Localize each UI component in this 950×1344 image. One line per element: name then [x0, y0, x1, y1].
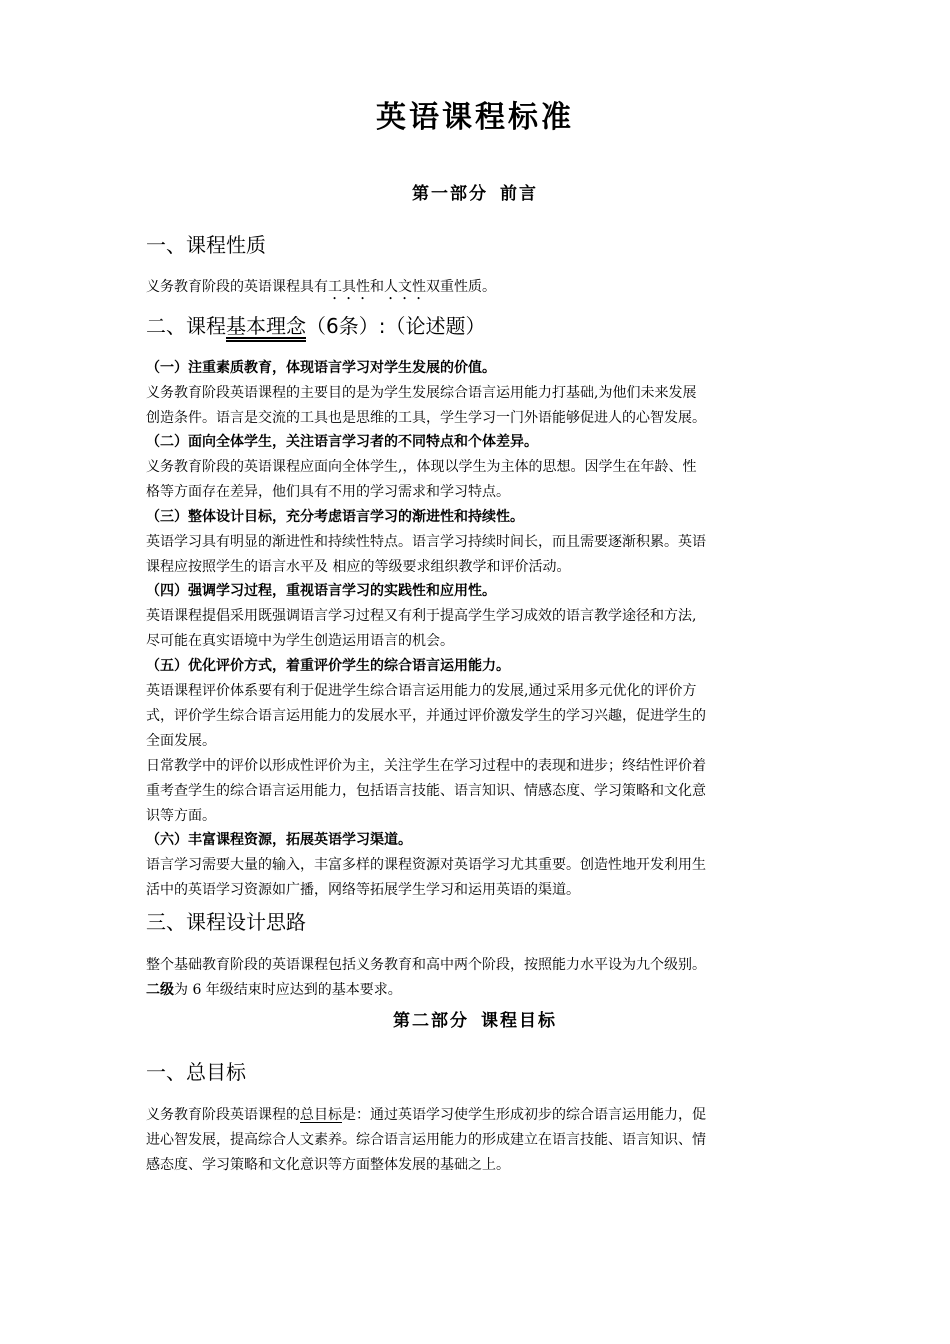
principle-title-6: （六）丰富课程资源，拓展英语学习渠道。 [146, 832, 412, 848]
emphasis-overall-goal: 总目标 [300, 1107, 342, 1123]
emphasis-instrumental: 工具性 [328, 279, 370, 295]
level-two-bold: 二级 [146, 982, 174, 998]
principle-body-1: 义务教育阶段英语课程的主要目的是为学生发展综合语言运用能力打基础,为他们未来发展 创造条件。语言是交流的工具也是思维的工具，学生学习一门外语能够促进人的心智发展。 [146, 385, 706, 426]
principle-title-5: （五）优化评价方式，着重评价学生的综合语言运用能力。 [146, 658, 510, 674]
document-title: 英语课程标准 [376, 100, 574, 135]
section-heading-nature: 一、课程性质 [146, 233, 266, 257]
part-one-label: 第一部分 [412, 184, 488, 204]
principle-body-4: 英语课程提倡采用既强调语言学习过程又有利于提高学生学习成效的语言教学途径和方法, 尽可能在真实语境中为学生创造运用语言的机会。 [146, 608, 697, 649]
part-two-name: 课程目标 [481, 1011, 557, 1031]
principle-body-6: 语言学习需要大量的输入，丰富多样的课程资源对英语学习尤其重要。创造性地开发利用生 活中的英语学习资源如广播，网络等拓展学生学习和运用英语的渠道。 [146, 857, 706, 898]
principle-title-1: （一）注重素质教育，体现语言学习对学生发展的价值。 [146, 360, 496, 376]
principle-body-5: 英语课程评价体系要有利于促进学生综合语言运用能力的发展,通过采用多元优化的评价方 式，评价学生综合语言运用能力的发展水平，并通过评价激发学生的学习兴趣，促进学生的 全面发展。 日常教学中的评价以形成性评价为主，关注学生在学习过程中的表现和进步；终结性评价着 重考查学生的综合语言运用能力，包括语言技能、语言知识、情感态度、学习策略和文化意 识等方面。 [146, 683, 706, 824]
principle-title-4: （四）强调学习过程，重视语言学习的实践性和应用性。 [146, 583, 496, 599]
principle-title-3: （三）整体设计目标，充分考虑语言学习的渐进性和持续性。 [146, 509, 524, 525]
principle-title-2: （二）面向全体学生，关注语言学习者的不同特点和个体差异。 [146, 434, 538, 450]
section-heading-overall-goal: 一、总目标 [146, 1060, 246, 1084]
emphasis-basic-principles: 基本理念 [226, 314, 306, 338]
part-one-title [0, 180, 950, 208]
section-heading-design: 三、课程设计思路 [146, 910, 306, 934]
section-heading-principles: 二、课程基本理念（6条）:（论述题） [146, 314, 486, 338]
principle-body-2: 义务教育阶段的英语课程应面向全体学生,，体现以学生为主体的思想。因学生在年龄、性 格等方面存在差异，他们具有不用的学习需求和学习特点。 [146, 459, 697, 500]
section-nature-paragraph: 义务教育阶段的英语课程具有工具性和人文性双重性质。 [146, 279, 496, 295]
part-two-title [0, 1007, 950, 1035]
principle-body-3: 英语学习具有明显的渐进性和持续性特点。语言学习持续时间长，而且需要逐渐积累。英语 课程应按照学生的语言水平及 相应的等级要求组织教学和评价活动。 [146, 534, 706, 575]
section-overall-goal-paragraph: 义务教育阶段英语课程的总目标是：通过英语学习使学生形成初步的综合语言运用能力，促 进心智发展，提高综合人文素养。综合语言运用能力的形成建立在语言技能、语言知识、情 感态度、学习策略和文化意识等方面整体发展的基础之上。 [146, 1107, 706, 1173]
emphasis-humanistic: 人文性 [384, 279, 426, 295]
section-design-paragraph: 整个基础教育阶段的英语课程包括义务教育和高中两个阶段，按照能力水平设为九个级别。 二级为 6 年级结束时应达到的基本要求。 [146, 957, 706, 998]
part-two-label: 第二部分 [393, 1011, 469, 1031]
part-one-name: 前言 [500, 184, 538, 204]
